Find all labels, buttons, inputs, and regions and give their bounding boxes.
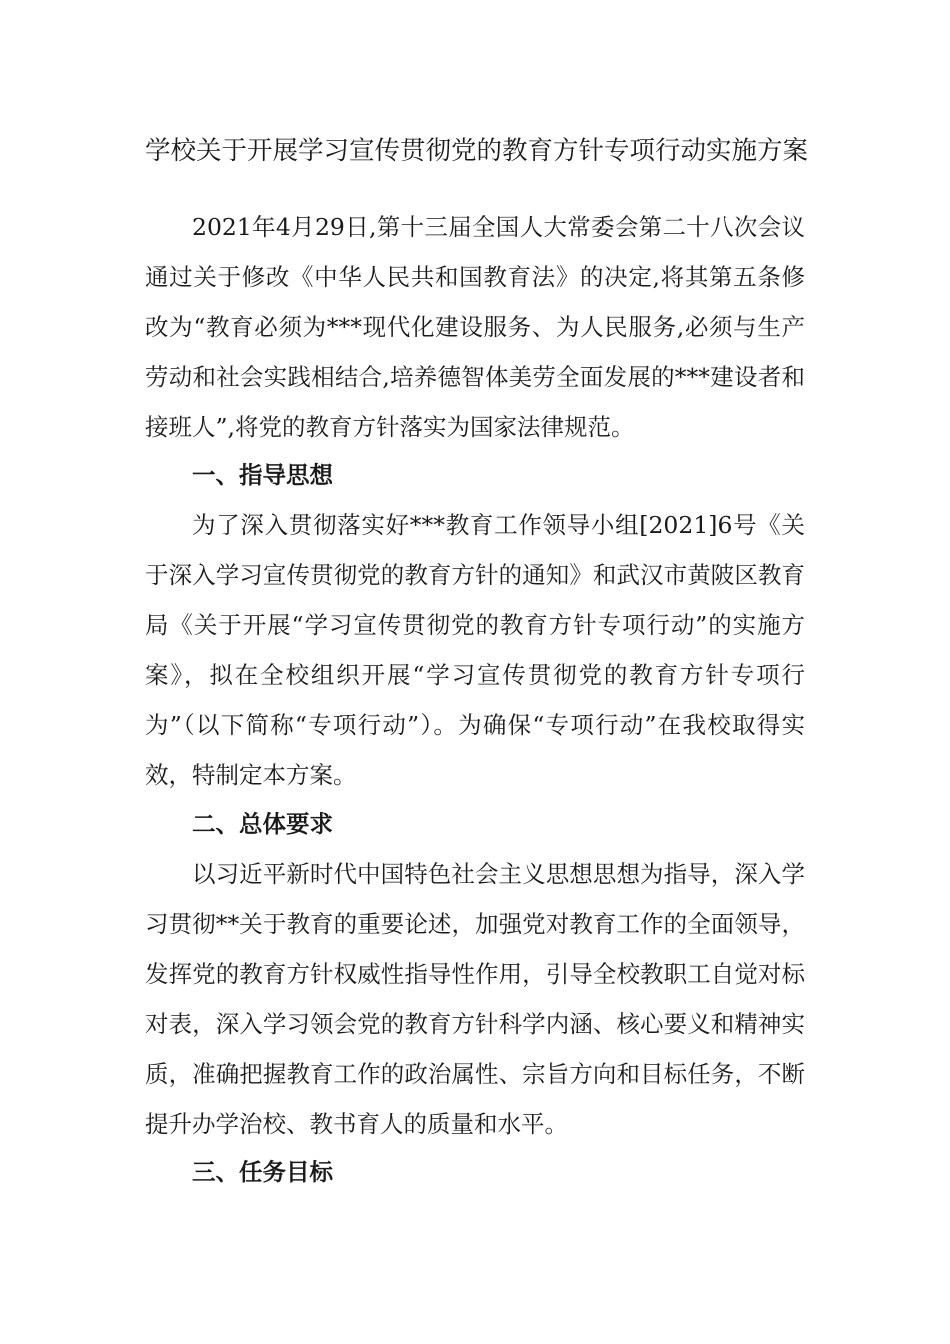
section-heading-guiding-ideology: 一、指导思想: [192, 461, 333, 489]
section-body-overall-requirements: 以习近平新时代中国特色社会主义思想思想为指导，深入学习贯彻**关于教育的重要论述，加强党对教育工作的全面领导，发挥党的教育方针权威性指导性作用，引导全校教职工自觉对标对表，深入学习领会党的教育方针科学内涵、核心要义和精神实质，准确把握教育工作的政治属性、宗旨方向和目标任务，不断提升办学治校、教书育人的质量和水平。: [145, 860, 805, 1138]
section-heading-task-goals: 三、任务目标: [192, 1158, 333, 1186]
section-body-guiding-ideology: 为了深入贯彻落实好***教育工作领导小组[2021]6号《关于深入学习宣传贯彻党的教育方针的通知》和武汉市黄陂区教育局《关于开展“学习宣传贯彻党的教育方针专项行动”的实施方案》，拟在全校组织开展“学习宣传贯彻党的教育方针专项行为”（以下简称“专项行动”）。为确保“专项行动”在我校取得实效，特制定本方案。: [145, 511, 805, 789]
intro-paragraph: 2021年4月29日,第十三届全国人大常委会第二十八次会议通过关于修改《中华人民共和国教育法》的决定,将其第五条修改为“教育必须为***现代化建设服务、为人民服务,必须与生产劳动和社会实践相结合,培养德智体美劳全面发展的***建设者和接班人”,将党的教育方针落实为国家法律规范。: [145, 213, 805, 441]
section-heading-overall-requirements: 二、总体要求: [192, 810, 333, 838]
document-title: 学校关于开展学习宣传贯彻党的教育方针专项行动实施方案: [145, 136, 809, 166]
